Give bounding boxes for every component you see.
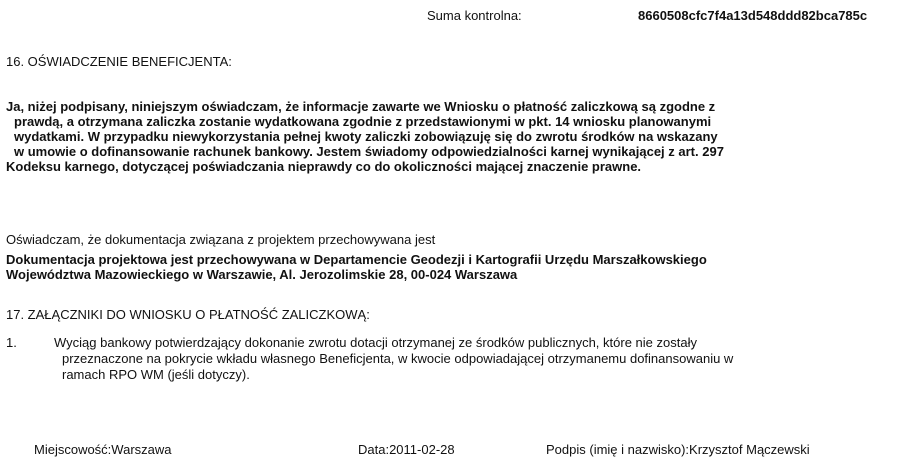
attachment-item-number: 1. bbox=[6, 335, 17, 350]
attachment-line: przeznaczone na pokrycie wkładu własnego Beneficjenta, w kwocie odpowiadającej otrzymanemu dofinansowaniu w bbox=[62, 351, 734, 366]
section-16-title: 16. OŚWIADCZENIE BENEFICJENTA: bbox=[6, 54, 232, 69]
statement-line: Kodeksu karnego, dotyczącej poświadczania nieprawdy co do okoliczności mającej znaczenie prawne. bbox=[6, 159, 642, 174]
checksum-value: 8660508cfc7f4a13d548ddd82bca785c bbox=[638, 8, 868, 23]
attachment-line: Wyciąg bankowy potwierdzający dokonanie zwrotu dotacji otrzymanej ze środków publicznych, które nie zostały bbox=[54, 335, 697, 350]
statement-line: prawdą, a otrzymana zaliczka zostanie wydatkowana zgodnie z przedstawionymi w pkt. 14 wniosku planowanymi bbox=[14, 114, 712, 129]
signature-value: Krzysztof Mączewski bbox=[689, 442, 810, 457]
checksum-label: Suma kontrolna: bbox=[427, 8, 522, 23]
signature-field bbox=[546, 442, 810, 457]
statement-line: w umowie o dofinansowanie rachunek bankowy. Jestem świadomy odpowiedzialności karnej wynikającej z art. 297 bbox=[14, 144, 724, 159]
date-value: 2011-02-28 bbox=[389, 442, 455, 457]
beneficiary-statement bbox=[6, 99, 724, 174]
documentation-location bbox=[6, 252, 707, 282]
documentation-location-line: Województwa Mazowieckiego w Warszawie, Al. Jerozolimskie 28, 00-024 Warszawa bbox=[6, 267, 518, 282]
place-field bbox=[34, 442, 172, 457]
statement-line: Ja, niżej podpisany, niniejszym oświadczam, że informacje zawarte we Wniosku o płatność zaliczkową są zgodne z bbox=[6, 99, 716, 114]
date-label: Data: bbox=[358, 442, 390, 457]
attachment-item-text bbox=[54, 335, 733, 383]
place-label: Miejscowość: bbox=[34, 442, 112, 457]
section-17-title: 17. ZAŁĄCZNIKI DO WNIOSKU O PŁATNOŚĆ ZALICZKOWĄ: bbox=[6, 307, 370, 322]
attachment-line: ramach RPO WM (jeśli dotyczy). bbox=[62, 367, 250, 382]
documentation-intro: Oświadczam, że dokumentacja związana z projektem przechowywana jest bbox=[6, 232, 436, 247]
signature-label: Podpis (imię i nazwisko): bbox=[546, 442, 690, 457]
documentation-location-line: Dokumentacja projektowa jest przechowywana w Departamencie Geodezji i Kartografii Urzędu Marszałkowskiego bbox=[6, 252, 707, 267]
statement-line: wydatkami. W przypadku niewykorzystania pełnej kwoty zaliczki zobowiązuję się do zwrotu środków na wskazany bbox=[14, 129, 718, 144]
date-field bbox=[358, 442, 455, 457]
place-value: Warszawa bbox=[111, 442, 172, 457]
